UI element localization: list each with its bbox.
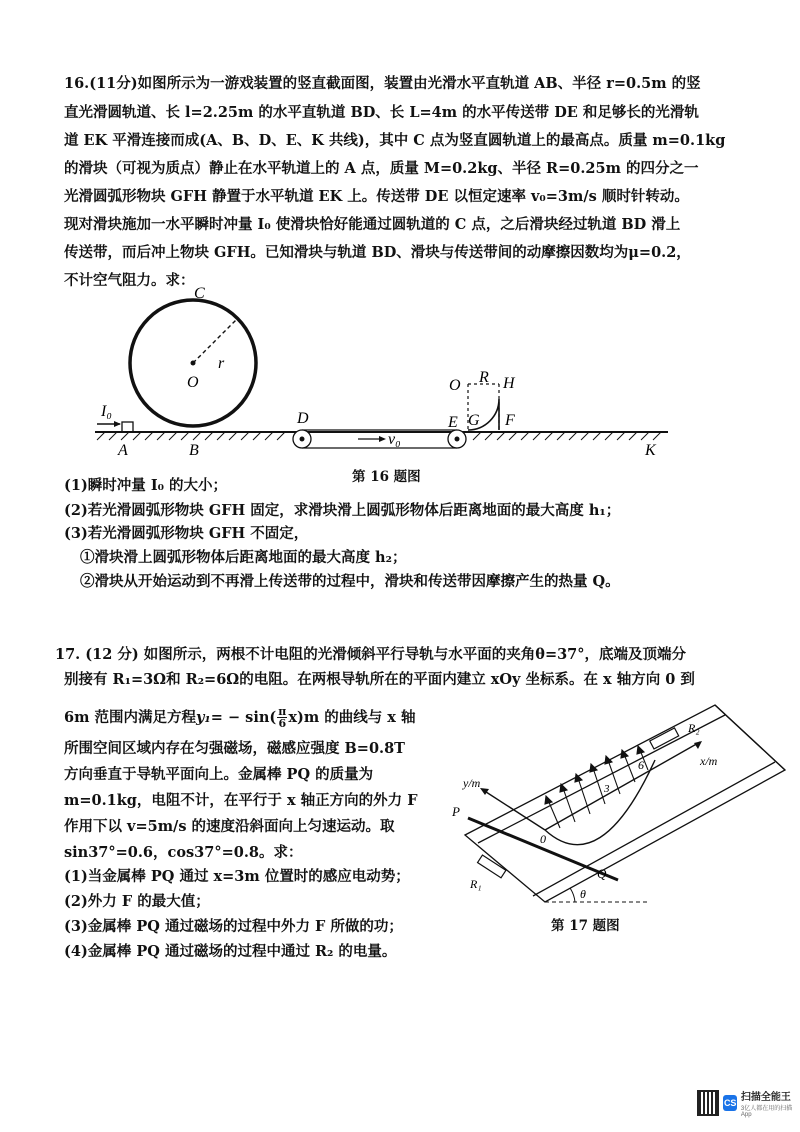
eq-y1: y₁ xyxy=(195,708,211,726)
incline-plane xyxy=(465,705,785,902)
eq-suffix: x)m 的曲线与 x 轴 xyxy=(288,708,416,726)
badge-title: 扫描全能王 xyxy=(740,1092,791,1103)
p16-q2: (2)若光滑圆弧形物块 GFH 固定，求滑块滑上圆弧形物体后距离地面的最大高度 h₁； xyxy=(64,502,621,519)
label-R1: R₁ xyxy=(470,877,482,891)
p16-q3-2: ②滑块从开始运动到不再滑上传送带的过程中，滑块和传送带因摩擦产生的热量 Q。 xyxy=(80,573,620,590)
label-P: P xyxy=(452,804,460,819)
p16-line-7: 传送带，而后冲上物块 GFH。已知滑块与轨道 BD、滑块与传送带间的动摩擦因数均为μ=0.2， xyxy=(64,244,691,261)
p16-line-1: 16.(11分)如图所示为一游戏装置的竖直截面图，装置由光滑水平直轨道 AB、半径 r=0.5m 的竖 xyxy=(64,75,701,92)
p16-q3: (3)若光滑圆弧形物块 GFH 不固定， xyxy=(64,525,309,542)
label-B: B xyxy=(189,442,199,459)
badge-subtitle: 3亿人都在用的扫描App xyxy=(740,1106,793,1118)
label-E: E xyxy=(448,414,458,431)
p17-line-4: 方向垂直于导轨平面向上。金属棒 PQ 的质量为 xyxy=(64,766,374,783)
label-ym: y/m xyxy=(463,776,481,790)
p17-line-7: sin37°=0.6，cos37°=0.8。求： xyxy=(64,844,303,861)
p16-line-4: 的滑块（可视为质点）静止在水平轨道上的 A 点，质量 M=0.2kg、半径 R=0.25m 的四分之一 xyxy=(64,160,699,177)
p17-equation-line xyxy=(64,706,415,729)
p17-q2: (2)外力 F 的最大值； xyxy=(64,893,210,910)
label-Q: Q xyxy=(597,866,607,881)
eq-prefix: 6m 范围内满足方程 xyxy=(64,708,196,726)
qr-code-icon xyxy=(697,1090,719,1116)
label-O: O xyxy=(187,374,199,391)
p17-q1: (1)当金属棒 PQ 通过 x=3m 位置时的感应电动势； xyxy=(64,868,410,885)
p16-line-6: 现对滑块施加一水平瞬时冲量 I₀ 使滑块恰好能通过圆轨道的 C 点，之后滑块经过轨道 BD 滑上 xyxy=(64,216,681,233)
label-C: C xyxy=(194,285,205,302)
label-theta: θ xyxy=(580,887,586,901)
figure-16 xyxy=(0,280,800,480)
badge-text xyxy=(741,1088,793,1118)
label-r: r xyxy=(218,355,225,372)
label-I0: I₀ xyxy=(101,403,112,420)
label-xm: x/m xyxy=(700,754,718,768)
eq-fraction-den: 6 xyxy=(278,717,287,730)
label-R2: R₂ xyxy=(688,721,700,735)
eq-body: = − sin( xyxy=(210,708,277,726)
label-A: A xyxy=(118,442,128,459)
figure-17-caption: 第 17 题图 xyxy=(551,918,620,934)
camscanner-logo-icon: CS xyxy=(723,1095,736,1111)
p17-line-2: 别接有 R₁=3Ω和 R₂=6Ω的电阻。在两根导轨所在的平面内建立 xOy 坐标系。在 x 轴方向 0 到 xyxy=(64,671,695,688)
label-H: H xyxy=(503,375,515,392)
p17-line-5: m=0.1kg，电阻不计，在平行于 x 轴正方向的外力 F xyxy=(64,792,418,809)
figure-17 xyxy=(430,700,790,910)
p17-q4: (4)金属棒 PQ 通过磁场的过程中通过 R₂ 的电量。 xyxy=(64,943,397,960)
p17-line-1: 17. (12 分) 如图所示，两根不计电阻的光滑倾斜平行导轨与水平面的夹角θ=37°，底端及顶端分 xyxy=(55,646,687,663)
label-D: D xyxy=(297,410,309,427)
eq-fraction-num: π xyxy=(278,705,287,718)
field-boundary-curve xyxy=(545,760,655,845)
magnetic-field-arrows xyxy=(545,746,648,828)
p16-q1: (1)瞬时冲量 I₀ 的大小； xyxy=(64,477,228,494)
figure-16-caption: 第 16 题图 xyxy=(352,469,421,485)
p16-line-2: 直光滑圆轨道、长 l=2.25m 的水平直轨道 BD、长 L=4m 的水平传送带 DE 和足够长的光滑轨 xyxy=(64,104,699,121)
label-K: K xyxy=(645,442,656,459)
label-F: F xyxy=(505,412,515,429)
p16-q3-1: ①滑块滑上圆弧形物体后距离地面的最大高度 h₂； xyxy=(80,549,407,566)
p16-line-3: 道 EK 平滑连接而成(A、B、D、E、K 共线)，其中 C 点为竖直圆轨道上的最高点。质量 m=0.1kg xyxy=(64,132,726,149)
label-R: R xyxy=(479,369,489,386)
label-0: 0 xyxy=(540,832,546,846)
label-v0: v₀ xyxy=(388,431,401,448)
theta-arc xyxy=(570,888,575,902)
p17-line-3: 所围空间区域内存在匀强磁场，磁感应强度 B=0.8T xyxy=(64,740,405,757)
label-3: 3 xyxy=(604,783,610,795)
p16-line-8: 不计空气阻力。求： xyxy=(64,272,195,289)
label-G: G xyxy=(468,412,480,429)
slider-block xyxy=(122,422,133,432)
scanner-badge xyxy=(697,1086,793,1120)
label-6: 6 xyxy=(638,758,644,772)
p17-line-6: 作用下以 v=5m/s 的速度沿斜面向上匀速运动。取 xyxy=(64,818,395,835)
rail-lower xyxy=(533,762,775,896)
radius-line xyxy=(193,318,238,363)
label-O2: O xyxy=(449,377,461,394)
eq-fraction xyxy=(277,706,287,729)
p16-line-5: 光滑圆弧形物块 GFH 静置于水平轨道 EK 上。传送带 DE 以恒定速率 v₀=3m/s 顺时针转动。 xyxy=(64,188,689,205)
p17-q3: (3)金属棒 PQ 通过磁场的过程中外力 F 所做的功； xyxy=(64,918,403,935)
